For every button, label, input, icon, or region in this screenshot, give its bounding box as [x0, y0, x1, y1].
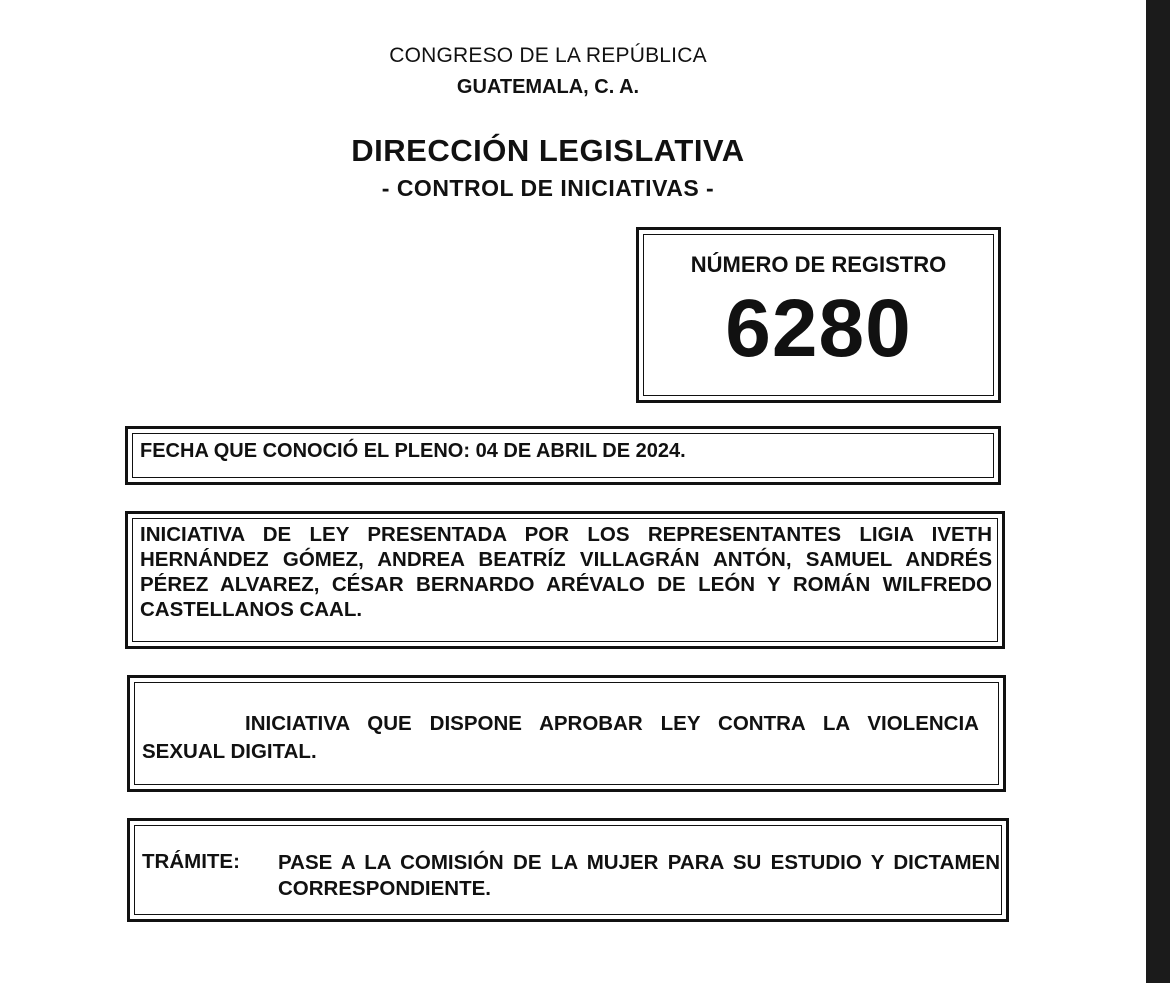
control-subtitle: - CONTROL DE INICIATIVAS -: [381, 175, 715, 201]
direction-title: DIRECCIÓN LEGISLATIVA: [351, 133, 745, 168]
right-edge-border: [1146, 0, 1170, 983]
congress-heading: CONGRESO DE LA REPÚBLICA: [389, 44, 707, 67]
subject-text: INICIATIVA QUE DISPONE APROBAR LEY CONTRA LA VIOLENCIA SEXUAL DIGITAL.: [142, 712, 979, 763]
registration-box: [636, 227, 1001, 403]
procedure-box: [127, 818, 1009, 922]
plenary-date-text: FECHA QUE CONOCIÓ EL PLENO: 04 DE ABRIL DE 2024.: [140, 440, 686, 462]
initiative-text: INICIATIVA DE LEY PRESENTADA POR LOS REPRESENTANTES LIGIA IVETH HERNÁNDEZ GÓMEZ, ANDREA BEATRÍZ VILLAGRÁN ANTÓN, SAMUEL ANDRÉS PÉREZ ALVAREZ, CÉSAR BERNARDO ARÉVALO DE LEÓN Y ROMÁN WILFREDO CASTELLANOS CAAL.: [140, 523, 992, 621]
registration-label: NÚMERO DE REGISTRO: [690, 252, 947, 277]
procedure-text: PASE A LA COMISIÓN DE LA MUJER PARA SU ESTUDIO Y DICTAMEN CORRESPONDIENTE.: [278, 851, 1000, 900]
initiative-box: [125, 511, 1005, 649]
plenary-date-box: [125, 426, 1001, 485]
country-heading: GUATEMALA, C. A.: [456, 76, 640, 98]
procedure-label: TRÁMITE:: [142, 850, 240, 873]
subject-box: [127, 675, 1006, 792]
registration-number: 6280: [725, 283, 912, 374]
